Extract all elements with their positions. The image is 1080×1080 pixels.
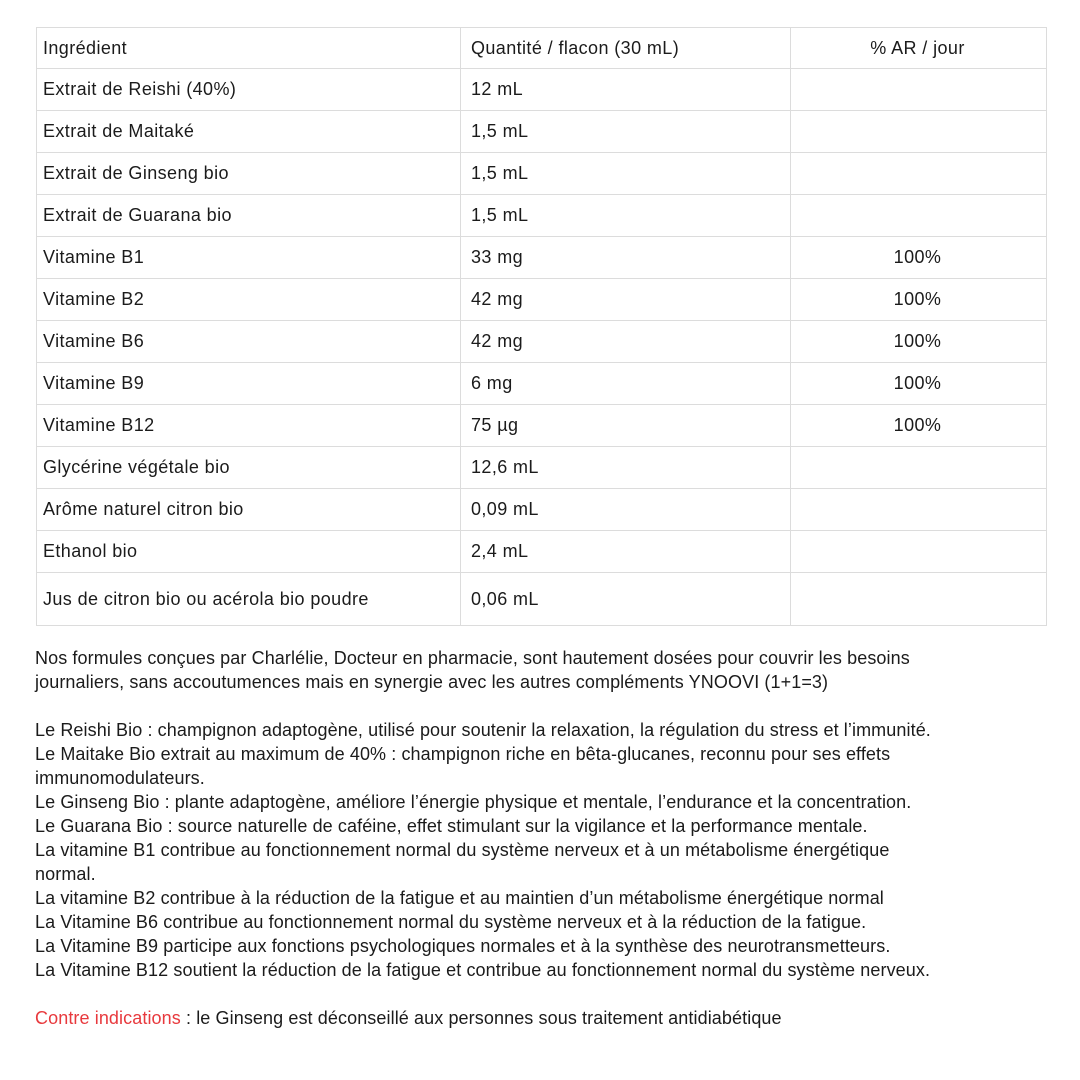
text-line: Le Guarana Bio : source naturelle de caféine, effet stimulant sur la vigilance et la performance mentale.	[35, 816, 868, 836]
text-line: journaliers, sans accoutumences mais en synergie avec les autres compléments YNOOVI (1+1=3)	[35, 672, 829, 692]
ar-percent-cell: 100%	[791, 405, 1047, 447]
ingredient-cell: Vitamine B9	[37, 363, 461, 405]
table-row	[37, 363, 1047, 405]
table-row	[37, 321, 1047, 363]
ingredient-cell: Jus de citron bio ou acérola bio poudre	[37, 573, 461, 626]
ingredient-cell: Extrait de Ginseng bio	[37, 153, 461, 195]
table-row	[37, 111, 1047, 153]
ar-percent-cell	[791, 573, 1047, 626]
ar-percent-cell	[791, 111, 1047, 153]
table-row	[37, 69, 1047, 111]
table-row	[37, 237, 1047, 279]
quantity-cell: 42 mg	[461, 321, 791, 363]
ar-percent-cell	[791, 153, 1047, 195]
ar-percent-cell	[791, 195, 1047, 237]
ingredient-cell: Arôme naturel citron bio	[37, 489, 461, 531]
table-row	[37, 153, 1047, 195]
table-row	[37, 447, 1047, 489]
table-row	[37, 489, 1047, 531]
text-line: La Vitamine B9 participe aux fonctions psychologiques normales et à la synthèse des neurotransmetteurs.	[35, 936, 891, 956]
quantity-cell: 6 mg	[461, 363, 791, 405]
ar-percent-cell: 100%	[791, 363, 1047, 405]
quantity-cell: 2,4 mL	[461, 531, 791, 573]
quantity-cell: 12,6 mL	[461, 447, 791, 489]
ingredients-table-header	[37, 28, 1047, 69]
ingredient-cell: Vitamine B6	[37, 321, 461, 363]
contraindication-line	[35, 1006, 1047, 1030]
ar-percent-cell	[791, 489, 1047, 531]
table-row	[37, 573, 1047, 626]
ingredient-cell: Extrait de Maitaké	[37, 111, 461, 153]
header-row	[37, 28, 1047, 69]
table-row	[37, 405, 1047, 447]
text-line: La vitamine B1 contribue au fonctionnement normal du système nerveux et à un métabolisme énergétique	[35, 840, 890, 860]
quantity-cell: 0,09 mL	[461, 489, 791, 531]
quantity-cell: 42 mg	[461, 279, 791, 321]
quantity-cell: 1,5 mL	[461, 111, 791, 153]
ingredient-cell: Vitamine B1	[37, 237, 461, 279]
ar-percent-cell: 100%	[791, 279, 1047, 321]
ar-percent-cell: 100%	[791, 237, 1047, 279]
text-line: La vitamine B2 contribue à la réduction de la fatigue et au maintien d’un métabolisme énergétique normal	[35, 888, 884, 908]
header-ar-percent: % AR / jour	[791, 28, 1047, 69]
quantity-cell: 1,5 mL	[461, 153, 791, 195]
quantity-cell: 0,06 mL	[461, 573, 791, 626]
ingredient-cell: Vitamine B2	[37, 279, 461, 321]
ingredients-table-body	[37, 69, 1047, 626]
text-line: La Vitamine B12 soutient la réduction de la fatigue et contribue au fonctionnement normal du système nerveux.	[35, 960, 931, 980]
ingredient-cell: Vitamine B12	[37, 405, 461, 447]
quantity-cell: 1,5 mL	[461, 195, 791, 237]
table-row	[37, 195, 1047, 237]
text-line: La Vitamine B6 contribue au fonctionnement normal du système nerveux et à la réduction de la fatigue.	[35, 912, 867, 932]
ingredient-cell: Extrait de Guarana bio	[37, 195, 461, 237]
ingredient-cell: Glycérine végétale bio	[37, 447, 461, 489]
table-row	[37, 531, 1047, 573]
ar-percent-cell	[791, 531, 1047, 573]
quantity-cell: 12 mL	[461, 69, 791, 111]
table-row	[37, 279, 1047, 321]
ar-percent-cell: 100%	[791, 321, 1047, 363]
quantity-cell: 75 µg	[461, 405, 791, 447]
contraindication-label: Contre indications	[35, 1008, 181, 1028]
ar-percent-cell	[791, 69, 1047, 111]
ingredient-cell: Extrait de Reishi (40%)	[37, 69, 461, 111]
text-line: Le Maitake Bio extrait au maximum de 40% : champignon riche en bêta-glucanes, reconnu pour ses effets	[35, 744, 891, 764]
text-line: Nos formules conçues par Charlélie, Docteur en pharmacie, sont hautement dosées pour couvrir les besoins	[35, 648, 910, 668]
text-line: normal.	[35, 864, 96, 884]
details-paragraph	[35, 718, 1047, 982]
ingredients-table	[36, 27, 1047, 626]
contraindication-text: : le Ginseng est déconseillé aux personnes sous traitement antidiabétique	[180, 1008, 782, 1028]
header-ingredient: Ingrédient	[37, 28, 461, 69]
ingredient-cell: Ethanol bio	[37, 531, 461, 573]
text-line: Le Ginseng Bio : plante adaptogène, améliore l’énergie physique et mentale, l’endurance et la concentration.	[35, 792, 912, 812]
header-quantity: Quantité / flacon (30 mL)	[461, 28, 791, 69]
intro-paragraph	[35, 646, 1047, 694]
text-line: immunomodulateurs.	[35, 768, 205, 788]
text-line: Le Reishi Bio : champignon adaptogène, utilisé pour soutenir la relaxation, la régulation du stress et l’immunité.	[35, 720, 931, 740]
quantity-cell: 33 mg	[461, 237, 791, 279]
ar-percent-cell	[791, 447, 1047, 489]
